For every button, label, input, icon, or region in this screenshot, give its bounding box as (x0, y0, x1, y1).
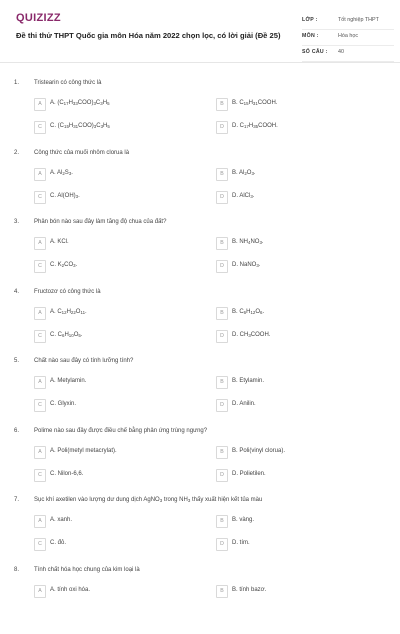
option-text: A. tính oxi hóa. (50, 587, 90, 593)
answer-option-b[interactable] (216, 307, 366, 321)
meta-row-subject (302, 30, 394, 46)
answer-option-b[interactable] (216, 376, 366, 390)
question-text: Công thức của muối nhôm clorua là (34, 150, 129, 156)
answer-option-d[interactable] (216, 538, 366, 552)
option-letter-box[interactable]: A (34, 585, 46, 598)
answer-option-c[interactable] (34, 191, 184, 205)
option-text: C. Nilon-6,6. (50, 471, 83, 477)
option-text: B. vàng. (232, 517, 254, 523)
quizizz-logo[interactable]: QUIZIZZ (16, 12, 61, 24)
meta-value: 40 (338, 49, 344, 55)
option-text: D. Polietilen. (232, 471, 266, 477)
meta-label: MÔN : (302, 33, 319, 39)
answer-option-d[interactable] (216, 121, 366, 135)
worksheet-header (0, 0, 400, 62)
option-letter-box[interactable]: B (216, 307, 228, 320)
option-text: A. Metylamin. (50, 378, 86, 384)
option-letter-box[interactable]: B (216, 585, 228, 598)
option-text: B. tính bazơ. (232, 587, 266, 593)
question-number: 6. (14, 428, 19, 434)
answer-option-c[interactable] (34, 538, 184, 552)
option-letter-box[interactable]: D (216, 121, 228, 134)
option-letter-box[interactable]: C (34, 330, 46, 343)
option-letter-box[interactable]: A (34, 98, 46, 111)
option-text: A. Poli(metyl metacrylat). (50, 448, 117, 454)
option-letter-box[interactable]: D (216, 538, 228, 551)
meta-row-question-count (302, 46, 394, 62)
question-number: 7. (14, 497, 19, 503)
question-item (0, 356, 400, 426)
meta-label: LỚP : (302, 17, 318, 23)
answer-option-c[interactable] (34, 121, 184, 135)
question-number: 1. (14, 80, 19, 86)
worksheet-title: Đề thi thử THPT Quốc gia môn Hóa năm 2022 chọn lọc, có lời giải (Đề 25) (16, 31, 296, 40)
option-text: B. $C_{15}H_{31}COOH$. (232, 100, 277, 106)
answer-option-b[interactable] (216, 237, 366, 251)
meta-row-class (302, 14, 394, 30)
option-letter-box[interactable]: D (216, 330, 228, 343)
question-item (0, 217, 400, 287)
question-item (0, 495, 400, 565)
option-letter-box[interactable]: B (216, 376, 228, 389)
question-number: 2. (14, 150, 19, 156)
answer-option-a[interactable] (34, 515, 184, 529)
option-letter-box[interactable]: D (216, 469, 228, 482)
option-letter-box[interactable]: C (34, 260, 46, 273)
question-number: 4. (14, 289, 19, 295)
option-text: C. $C_6H_{10}O_5$. (50, 332, 82, 338)
meta-value: Tốt nghiệp THPT (338, 17, 379, 23)
question-item (0, 287, 400, 357)
option-text: C. Glyxin. (50, 401, 76, 407)
answer-option-d[interactable] (216, 399, 366, 413)
option-text: A. KCl. (50, 239, 69, 245)
question-number: 8. (14, 567, 19, 573)
option-text: C. $K_2CO_3$. (50, 262, 77, 268)
worksheet-meta (302, 14, 394, 62)
answer-option-b[interactable] (216, 168, 366, 182)
answer-option-c[interactable] (34, 469, 184, 483)
option-letter-box[interactable]: C (34, 399, 46, 412)
option-text: B. $Al_2O_3$. (232, 170, 256, 176)
answer-option-a[interactable] (34, 585, 184, 599)
option-letter-box[interactable]: D (216, 260, 228, 273)
option-letter-box[interactable]: B (216, 98, 228, 111)
answer-option-c[interactable] (34, 260, 184, 274)
question-text: Sục khí axetilen vào lượng dư dung dịch AgNO$_3$ trong $NH_3$ thấy xuất hiện kết tủa màu (34, 497, 262, 503)
option-text: B. $NH_4NO_3$. (232, 239, 264, 245)
option-letter-box[interactable]: A (34, 168, 46, 181)
question-number: 5. (14, 358, 19, 364)
option-letter-box[interactable]: D (216, 191, 228, 204)
option-letter-box[interactable]: D (216, 399, 228, 412)
option-letter-box[interactable]: B (216, 515, 228, 528)
option-letter-box[interactable]: A (34, 446, 46, 459)
option-text: A. $Al_2S_3$. (50, 170, 73, 176)
option-text: D. NaNO$_3$. (232, 262, 260, 268)
answer-option-c[interactable] (34, 399, 184, 413)
option-text: B. Poli(vinyl clorua). (232, 448, 285, 454)
option-letter-box[interactable]: B (216, 446, 228, 459)
option-letter-box[interactable]: A (34, 307, 46, 320)
answer-option-a[interactable] (34, 446, 184, 460)
answer-option-a[interactable] (34, 376, 184, 390)
answer-option-d[interactable] (216, 260, 366, 274)
answer-option-a[interactable] (34, 168, 184, 182)
option-letter-box[interactable]: B (216, 168, 228, 181)
option-text: D. tím. (232, 540, 250, 546)
option-text: A. $(C_{17}H_{33}COO)_3C_3H_5$ (50, 100, 110, 106)
option-letter-box[interactable]: C (34, 469, 46, 482)
question-text: Chất nào sau đây có tính lưỡng tính? (34, 358, 133, 364)
answer-option-b[interactable] (216, 98, 366, 112)
option-text: C. $Al(OH)_3$. (50, 193, 80, 199)
option-text: A. xanh. (50, 517, 72, 523)
option-letter-box[interactable]: C (34, 538, 46, 551)
question-list (0, 78, 400, 634)
question-item (0, 148, 400, 218)
question-text: Tristearin có công thức là (34, 80, 102, 86)
option-letter-box[interactable]: A (34, 376, 46, 389)
option-text: D. $C_{17}H_{35}COOH$. (232, 123, 278, 129)
answer-option-c[interactable] (34, 330, 184, 344)
answer-option-b[interactable] (216, 585, 366, 599)
question-item (0, 78, 400, 148)
header-divider (0, 62, 400, 63)
option-letter-box[interactable]: B (216, 237, 228, 250)
answer-option-d[interactable] (216, 330, 366, 344)
meta-label: SỐ CÂU : (302, 49, 328, 55)
question-text: Fructozơ có công thức là (34, 289, 101, 295)
answer-option-b[interactable] (216, 446, 366, 460)
question-text: Tính chất hóa học chung của kim loại là (34, 567, 140, 573)
option-text: D. $CH_3COOH$. (232, 332, 270, 338)
answer-option-d[interactable] (216, 191, 366, 205)
option-letter-box[interactable]: C (34, 191, 46, 204)
answer-option-b[interactable] (216, 515, 366, 529)
option-text: D. Anilin. (232, 401, 256, 407)
answer-option-a[interactable] (34, 98, 184, 112)
question-item (0, 565, 400, 634)
answer-option-a[interactable] (34, 307, 184, 321)
answer-option-a[interactable] (34, 237, 184, 251)
option-text: C. $(C_{15}H_{31}COO)_3C_3H_5$ (50, 123, 110, 129)
option-text: D. AlCl$_3$. (232, 193, 254, 199)
question-number: 3. (14, 219, 19, 225)
option-letter-box[interactable]: A (34, 237, 46, 250)
option-letter-box[interactable]: A (34, 515, 46, 528)
answer-option-d[interactable] (216, 469, 366, 483)
meta-value: Hóa học (338, 33, 358, 39)
option-text: B. $C_6H_{12}O_6$. (232, 309, 264, 315)
option-text: C. đỏ. (50, 540, 66, 546)
option-text: B. Etylamin. (232, 378, 264, 384)
option-text: A. $C_{12}H_{22}O_{11}$. (50, 309, 87, 315)
option-letter-box[interactable]: C (34, 121, 46, 134)
question-text: Phân bón nào sau đây làm tăng độ chua của đất? (34, 219, 166, 225)
question-item (0, 426, 400, 496)
question-text: Polime nào sau đây được điều chế bằng phản ứng trùng ngưng? (34, 428, 207, 434)
